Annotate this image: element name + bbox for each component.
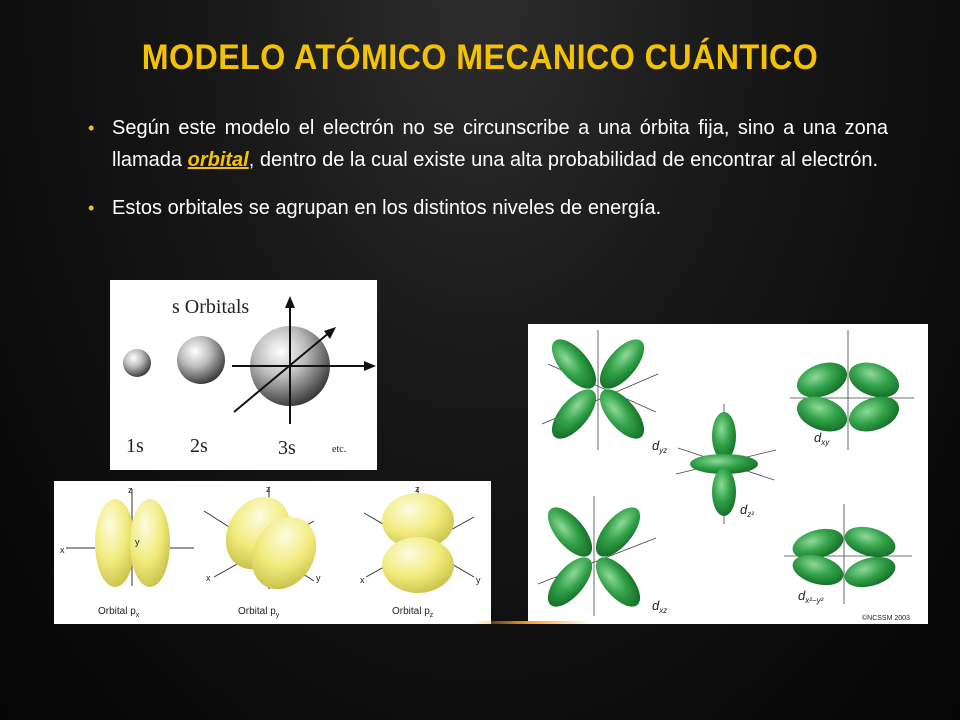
bullet-list [88, 112, 888, 224]
label-dyz: $d_{yz}$ [652, 438, 668, 455]
orbital-2s-sphere [177, 336, 225, 384]
p-orbitals-figure [54, 481, 491, 624]
d-orbitals-diagram [528, 324, 928, 624]
slide-title: MODELO ATÓMICO MECANICO CUÁNTICO [141, 38, 819, 77]
divider-glow [470, 621, 590, 624]
bullet-item-orbital-definition [88, 112, 888, 176]
label-1s: 1s [126, 435, 144, 457]
py-axis-x: x [206, 573, 211, 583]
label-dxy: $d_{xy}$ [814, 430, 830, 447]
bullet-text-start: Según este modelo el electrón no se circunscribe a una órbita fija, sino a una zona llamada [112, 117, 888, 171]
s-orbitals-diagram [110, 280, 377, 470]
label-px: Orbital $p_x$ [98, 606, 140, 619]
bullet-icon: • [88, 198, 95, 218]
px-axis-x: x [60, 545, 65, 555]
orbital-dxy-shape [790, 330, 914, 450]
bullet-icon: • [88, 118, 95, 138]
orbital-dyz-shape [542, 330, 667, 455]
orbital-keyword: orbital [187, 149, 249, 171]
bullet-text-end: , dentro de la cual existe una alta probabilidad de encontrar al electrón. [248, 149, 879, 171]
label-dz2: $d_{z^2}$ [740, 502, 754, 519]
label-2s: 2s [190, 435, 208, 457]
label-etc: etc. [332, 444, 347, 455]
orbital-dz2-shape [676, 404, 776, 524]
s-orbitals-title: s Orbitals [172, 296, 250, 318]
label-pz: Orbital $p_z$ [392, 606, 434, 619]
py-axis-y: y [316, 573, 321, 583]
label-dxz: $d_{xz}$ [652, 598, 668, 615]
orbital-py-shape [204, 484, 329, 619]
label-py: Orbital $p_y$ [238, 606, 280, 619]
p-orbitals-diagram [54, 481, 491, 624]
orbital-px-shape [60, 485, 194, 619]
pz-axis-y: y [476, 575, 481, 585]
bullet-item-energy-levels [88, 192, 888, 224]
copyright-text: ©NCSSM 2003 [862, 615, 910, 622]
px-axis-z: z [128, 485, 133, 495]
d-orbitals-figure [528, 324, 928, 624]
s-orbitals-figure [110, 280, 377, 470]
bullet-text: Estos orbitales se agrupan en los distintos niveles de energía. [112, 197, 662, 219]
pz-axis-x: x [360, 575, 365, 585]
label-3s: 3s [278, 437, 296, 459]
label-dx2y2: $d_{x^2-y^2}$ [798, 588, 824, 605]
orbital-dx2y2-shape [784, 504, 912, 605]
orbital-1s-sphere [123, 349, 151, 377]
py-axis-z: z [266, 484, 271, 494]
pz-axis-z: z [415, 484, 420, 494]
px-axis-y: y [135, 537, 140, 547]
orbital-dxz-shape [538, 496, 667, 616]
orbital-pz-shape [360, 484, 481, 619]
